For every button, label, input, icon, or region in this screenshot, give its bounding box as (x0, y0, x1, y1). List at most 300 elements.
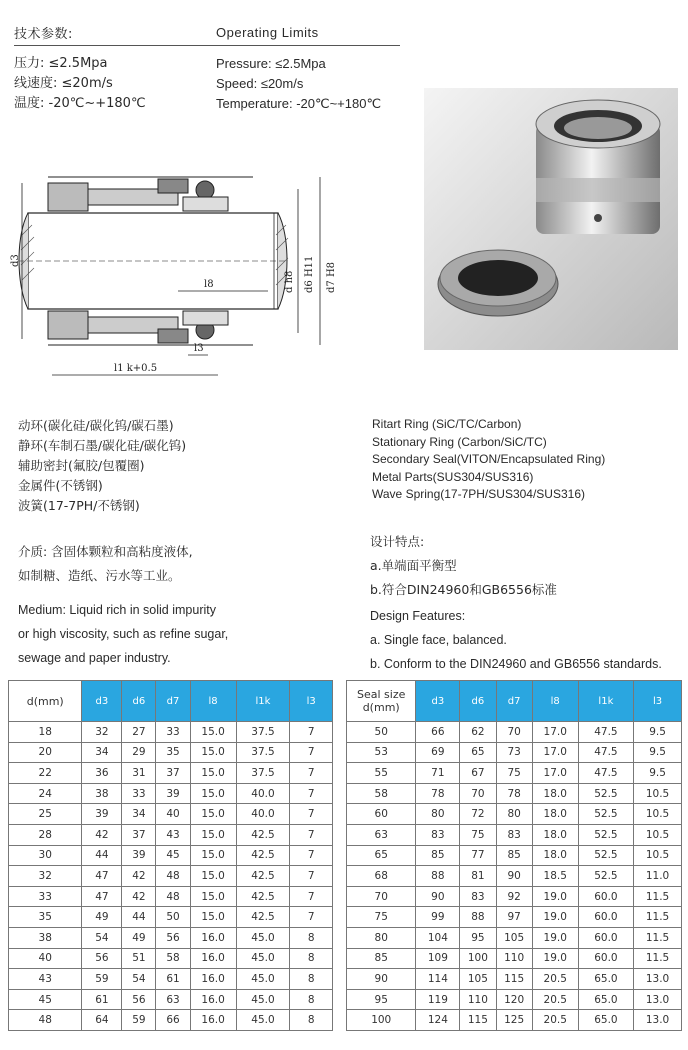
table-cell: 64 (82, 1010, 122, 1031)
part-en-spring: Wave Spring(17-7PH/SUS304/SUS316) (372, 487, 585, 501)
table-cell: 15.0 (190, 866, 236, 887)
table-cell: 24 (9, 783, 82, 804)
medium-cn-line1: 介质: 含固体颗粒和高粘度液体, (18, 544, 193, 559)
parts-en (372, 416, 605, 504)
table-cell: 45.0 (236, 989, 290, 1010)
table-cell: 34 (122, 804, 156, 825)
column-header: d6 (460, 681, 496, 722)
table-cell: 60.0 (578, 907, 633, 928)
table-cell: 8 (290, 927, 333, 948)
table-cell: 71 (416, 763, 460, 784)
table-cell: 75 (496, 763, 532, 784)
table-cell: 45.0 (236, 1010, 290, 1031)
table-cell: 65.0 (578, 1010, 633, 1031)
dim-l1k: l1 k+0.5 (114, 363, 158, 374)
part-en-secondary: Secondary Seal(VITON/Encapsulated Ring) (372, 452, 606, 466)
table-cell: 60.0 (578, 927, 633, 948)
product-photo (424, 88, 678, 350)
table-cell: 70 (347, 886, 416, 907)
table-cell: 39 (156, 783, 190, 804)
table-cell: 7 (290, 886, 333, 907)
table-cell: 37.5 (236, 742, 290, 763)
table-cell: 16.0 (190, 948, 236, 969)
limit-en-temp: Temperature: -20℃~+180℃ (216, 96, 382, 111)
table-cell: 18.5 (532, 866, 578, 887)
table-cell: 109 (416, 948, 460, 969)
table-cell: 42.5 (236, 886, 290, 907)
table-cell: 9.5 (634, 763, 682, 784)
table-cell: 49 (82, 907, 122, 928)
table-cell: 50 (347, 722, 416, 743)
table-cell: 11.5 (634, 886, 682, 907)
table-cell: 65.0 (578, 969, 633, 990)
table-cell: 13.0 (634, 969, 682, 990)
dim-d6: d6 H11 (304, 255, 315, 293)
table-cell: 20.5 (532, 969, 578, 990)
table-cell: 10.5 (634, 845, 682, 866)
table-row (347, 866, 682, 887)
table-cell: 45 (156, 845, 190, 866)
medium-cn (18, 540, 193, 588)
table-row (9, 866, 333, 887)
table-cell: 7 (290, 907, 333, 928)
table-cell: 67 (460, 763, 496, 784)
medium-en-line1: Medium: Liquid rich in solid impurity (18, 603, 216, 617)
part-cn-spring: 波簧(17-7PH/不锈钢) (18, 498, 140, 513)
table-cell: 13.0 (634, 989, 682, 1010)
column-header: l1k (236, 681, 290, 722)
table-cell: 54 (82, 927, 122, 948)
table-cell: 80 (416, 804, 460, 825)
table-cell: 18.0 (532, 783, 578, 804)
table-cell: 18.0 (532, 804, 578, 825)
table-cell: 49 (122, 927, 156, 948)
table-cell: 7 (290, 845, 333, 866)
limit-cn-speed: 线速度: ≤20m/s (14, 76, 113, 91)
medium-cn-line2: 如制糖、造纸、污水等工业。 (18, 568, 181, 583)
column-header: d3 (82, 681, 122, 722)
table-cell: 90 (347, 969, 416, 990)
table-cell: 62 (460, 722, 496, 743)
table-row (347, 845, 682, 866)
table-cell: 40 (9, 948, 82, 969)
table-cell: 25 (9, 804, 82, 825)
table-cell: 83 (460, 886, 496, 907)
table-cell: 110 (460, 989, 496, 1010)
part-cn-metal: 金属件(不锈钢) (18, 478, 103, 493)
table-cell: 45 (9, 989, 82, 1010)
table-cell: 11.5 (634, 948, 682, 969)
table-cell: 39 (122, 845, 156, 866)
table-cell: 34 (82, 742, 122, 763)
table-cell: 63 (156, 989, 190, 1010)
table-cell: 29 (122, 742, 156, 763)
table-cell: 40.0 (236, 783, 290, 804)
column-header: l1k (578, 681, 633, 722)
table-cell: 61 (156, 969, 190, 990)
table-row (347, 742, 682, 763)
limits-en (216, 54, 381, 114)
table-cell: 92 (496, 886, 532, 907)
table-cell: 81 (460, 866, 496, 887)
table-cell: 56 (122, 989, 156, 1010)
design-cn-title: 设计特点: (370, 534, 425, 549)
table-cell: 78 (496, 783, 532, 804)
table-cell: 11.0 (634, 866, 682, 887)
table-cell: 38 (9, 927, 82, 948)
table-row (9, 763, 333, 784)
table-cell: 48 (9, 1010, 82, 1031)
table-cell: 43 (9, 969, 82, 990)
table-cell: 33 (156, 722, 190, 743)
table-cell: 115 (460, 1010, 496, 1031)
table-cell: 20.5 (532, 989, 578, 1010)
table-cell: 18.0 (532, 824, 578, 845)
limit-en-pressure: Pressure: ≤2.5Mpa (216, 56, 326, 71)
table-cell: 42 (82, 824, 122, 845)
limits-cn (14, 54, 146, 114)
design-en-title: Design Features: (370, 609, 466, 623)
table-row (9, 907, 333, 928)
table-cell: 83 (496, 824, 532, 845)
table-cell: 56 (82, 948, 122, 969)
table-cell: 52.5 (578, 824, 633, 845)
table-cell: 66 (416, 722, 460, 743)
table-cell: 7 (290, 824, 333, 845)
part-en-rotating: Ritart Ring (SiC/TC/Carbon) (372, 417, 522, 431)
table-cell: 45.0 (236, 969, 290, 990)
table-cell: 7 (290, 866, 333, 887)
table-row (347, 989, 682, 1010)
medium-en-line2: or high viscosity, such as refine sugar, (18, 627, 229, 641)
table-cell: 15.0 (190, 783, 236, 804)
operating-limits-heading: Operating Limits (216, 25, 319, 40)
table-cell: 17.0 (532, 742, 578, 763)
table-cell: 10.5 (634, 783, 682, 804)
table-row (347, 1010, 682, 1031)
table-cell: 55 (347, 763, 416, 784)
table-cell: 32 (82, 722, 122, 743)
table-cell: 42.5 (236, 907, 290, 928)
table-cell: 17.0 (532, 722, 578, 743)
design-en-b: b. Conform to the DIN24960 and GB6556 standards. (370, 657, 662, 671)
table-cell: 75 (347, 907, 416, 928)
table-cell: 110 (496, 948, 532, 969)
table-cell: 47.5 (578, 742, 633, 763)
table-cell: 120 (496, 989, 532, 1010)
table-cell: 80 (347, 927, 416, 948)
table-cell: 44 (122, 907, 156, 928)
table-cell: 52.5 (578, 866, 633, 887)
table-row (9, 824, 333, 845)
table-cell: 52.5 (578, 845, 633, 866)
table-row (9, 804, 333, 825)
part-en-stationary: Stationary Ring (Carbon/SiC/TC) (372, 434, 547, 449)
table-cell: 15.0 (190, 845, 236, 866)
table-cell: 15.0 (190, 763, 236, 784)
table-cell: 115 (496, 969, 532, 990)
table-cell: 44 (82, 845, 122, 866)
table-row (9, 886, 333, 907)
table-cell: 65 (460, 742, 496, 763)
table-cell: 7 (290, 742, 333, 763)
table-row (347, 948, 682, 969)
table-cell: 15.0 (190, 886, 236, 907)
table-cell: 8 (290, 969, 333, 990)
table-cell: 33 (9, 886, 82, 907)
column-header: d6 (122, 681, 156, 722)
table-cell: 15.0 (190, 824, 236, 845)
table-cell: 124 (416, 1010, 460, 1031)
table-cell: 70 (460, 783, 496, 804)
table-cell: 47 (82, 866, 122, 887)
table-cell: 37.5 (236, 763, 290, 784)
table-cell: 19.0 (532, 886, 578, 907)
table-cell: 95 (347, 989, 416, 1010)
table-row (347, 824, 682, 845)
table-cell: 59 (122, 1010, 156, 1031)
table-cell: 19.0 (532, 948, 578, 969)
table-row (9, 927, 333, 948)
table-cell: 7 (290, 763, 333, 784)
table-cell: 73 (496, 742, 532, 763)
table-cell: 72 (460, 804, 496, 825)
table-cell: 88 (460, 907, 496, 928)
table-cell: 99 (416, 907, 460, 928)
table-cell: 48 (156, 886, 190, 907)
table-cell: 17.0 (532, 763, 578, 784)
table-cell: 16.0 (190, 1010, 236, 1031)
table-cell: 36 (82, 763, 122, 784)
table-cell: 52.5 (578, 804, 633, 825)
table-row (347, 907, 682, 928)
table-cell: 28 (9, 824, 82, 845)
table-cell: 15.0 (190, 742, 236, 763)
table-cell: 119 (416, 989, 460, 1010)
table-cell: 33 (122, 783, 156, 804)
table-cell: 18 (9, 722, 82, 743)
table-row (347, 722, 682, 743)
column-header: d(mm) (9, 681, 82, 722)
column-header: l8 (532, 681, 578, 722)
table-cell: 16.0 (190, 989, 236, 1010)
dim-d3: d3 (10, 254, 21, 267)
table-cell: 58 (156, 948, 190, 969)
design-cn (370, 530, 557, 602)
table-cell: 10.5 (634, 804, 682, 825)
table-cell: 19.0 (532, 927, 578, 948)
dim-l8: l8 (204, 279, 214, 290)
table-cell: 90 (496, 866, 532, 887)
table-row (347, 783, 682, 804)
table-cell: 60.0 (578, 886, 633, 907)
table-row (347, 763, 682, 784)
table-cell: 50 (156, 907, 190, 928)
table-cell: 105 (496, 927, 532, 948)
table-cell: 47.5 (578, 763, 633, 784)
table-cell: 43 (156, 824, 190, 845)
table-cell: 100 (460, 948, 496, 969)
table-cell: 37 (156, 763, 190, 784)
table-cell: 42.5 (236, 824, 290, 845)
table-cell: 47 (82, 886, 122, 907)
medium-en-line3: sewage and paper industry. (18, 651, 171, 665)
table-cell: 125 (496, 1010, 532, 1031)
table-cell: 61 (82, 989, 122, 1010)
table-cell: 8 (290, 1010, 333, 1031)
table-cell: 31 (122, 763, 156, 784)
table-row (9, 845, 333, 866)
tech-params-heading: 技术参数: (14, 27, 73, 42)
table-row (9, 969, 333, 990)
column-header: d7 (496, 681, 532, 722)
table-cell: 27 (122, 722, 156, 743)
table-row (347, 969, 682, 990)
table-cell: 30 (9, 845, 82, 866)
design-cn-b: b.符合DIN24960和GB6556标准 (370, 582, 557, 597)
part-cn-rotating: 动环(碳化硅/碳化钨/碳石墨) (18, 418, 174, 433)
table-cell: 42.5 (236, 866, 290, 887)
design-cn-a: a.单端面平衡型 (370, 558, 457, 573)
table-cell: 8 (290, 948, 333, 969)
table-cell: 35 (156, 742, 190, 763)
table-row (347, 927, 682, 948)
column-header: d7 (156, 681, 190, 722)
limit-cn-pressure: 压力: ≤2.5Mpa (14, 56, 108, 71)
column-header: l3 (634, 681, 682, 722)
table-row (9, 989, 333, 1010)
size-table-right (346, 680, 682, 1031)
table-cell: 85 (496, 845, 532, 866)
table-cell: 18.0 (532, 845, 578, 866)
table-cell: 15.0 (190, 722, 236, 743)
table-cell: 42.5 (236, 845, 290, 866)
table-cell: 78 (416, 783, 460, 804)
seal-section-drawing (8, 175, 348, 390)
table-cell: 80 (496, 804, 532, 825)
table-cell: 114 (416, 969, 460, 990)
design-en (370, 604, 662, 676)
table-row (347, 886, 682, 907)
table-cell: 100 (347, 1010, 416, 1031)
table-cell: 39 (82, 804, 122, 825)
table-cell: 85 (347, 948, 416, 969)
table-row (9, 722, 333, 743)
header-rule (14, 45, 400, 46)
table-cell: 65 (347, 845, 416, 866)
part-cn-secondary: 辅助密封(氟胶/包覆圈) (18, 458, 145, 473)
table-cell: 58 (347, 783, 416, 804)
table-cell: 48 (156, 866, 190, 887)
part-cn-stationary: 静环(车制石墨/碳化硅/碳化钨) (18, 438, 187, 453)
table-cell: 59 (82, 969, 122, 990)
table-cell: 68 (347, 866, 416, 887)
table-cell: 45.0 (236, 948, 290, 969)
table-row (347, 804, 682, 825)
table-cell: 45.0 (236, 927, 290, 948)
table-cell: 19.0 (532, 907, 578, 928)
table-cell: 85 (416, 845, 460, 866)
table-cell: 7 (290, 804, 333, 825)
table-cell: 37 (122, 824, 156, 845)
table-row (9, 742, 333, 763)
table-cell: 95 (460, 927, 496, 948)
table-cell: 70 (496, 722, 532, 743)
column-header: l3 (290, 681, 333, 722)
table-cell: 40 (156, 804, 190, 825)
table-cell: 60 (347, 804, 416, 825)
size-table-left (8, 680, 333, 1031)
table-cell: 53 (347, 742, 416, 763)
table-cell: 38 (82, 783, 122, 804)
table-cell: 10.5 (634, 824, 682, 845)
table-header-row (9, 681, 333, 722)
table-cell: 11.5 (634, 927, 682, 948)
column-header: l8 (190, 681, 236, 722)
table-cell: 7 (290, 722, 333, 743)
table-cell: 77 (460, 845, 496, 866)
table-cell: 54 (122, 969, 156, 990)
table-cell: 66 (156, 1010, 190, 1031)
part-en-metal: Metal Parts(SUS304/SUS316) (372, 469, 534, 484)
table-cell: 104 (416, 927, 460, 948)
table-cell: 83 (416, 824, 460, 845)
table-cell: 90 (416, 886, 460, 907)
table-cell: 32 (9, 866, 82, 887)
table-cell: 88 (416, 866, 460, 887)
table-cell: 11.5 (634, 907, 682, 928)
table-cell: 42 (122, 886, 156, 907)
dim-d7: d7 H8 (326, 261, 337, 293)
table-cell: 105 (460, 969, 496, 990)
medium-en (18, 598, 228, 670)
table-cell: 15.0 (190, 804, 236, 825)
table-cell: 37.5 (236, 722, 290, 743)
table-header-row (347, 681, 682, 722)
table-row (9, 783, 333, 804)
dim-l3: l3 (194, 343, 204, 354)
table-cell: 8 (290, 989, 333, 1010)
column-header: d3 (416, 681, 460, 722)
table-cell: 7 (290, 783, 333, 804)
table-cell: 42 (122, 866, 156, 887)
table-cell: 63 (347, 824, 416, 845)
table-row (9, 1010, 333, 1031)
limit-cn-temp: 温度: -20℃~+180℃ (14, 96, 146, 111)
table-cell: 52.5 (578, 783, 633, 804)
column-header: Seal size d(mm) (347, 681, 416, 722)
table-cell: 69 (416, 742, 460, 763)
table-cell: 60.0 (578, 948, 633, 969)
table-cell: 16.0 (190, 927, 236, 948)
table-cell: 56 (156, 927, 190, 948)
table-row (9, 948, 333, 969)
table-cell: 16.0 (190, 969, 236, 990)
table-cell: 9.5 (634, 722, 682, 743)
dim-dh8: d h8 (284, 270, 295, 293)
table-cell: 75 (460, 824, 496, 845)
table-cell: 20.5 (532, 1010, 578, 1031)
parts-cn (18, 416, 186, 516)
table-cell: 47.5 (578, 722, 633, 743)
table-cell: 20 (9, 742, 82, 763)
table-cell: 97 (496, 907, 532, 928)
table-cell: 15.0 (190, 907, 236, 928)
table-cell: 51 (122, 948, 156, 969)
design-en-a: a. Single face, balanced. (370, 633, 507, 647)
table-cell: 13.0 (634, 1010, 682, 1031)
table-cell: 9.5 (634, 742, 682, 763)
